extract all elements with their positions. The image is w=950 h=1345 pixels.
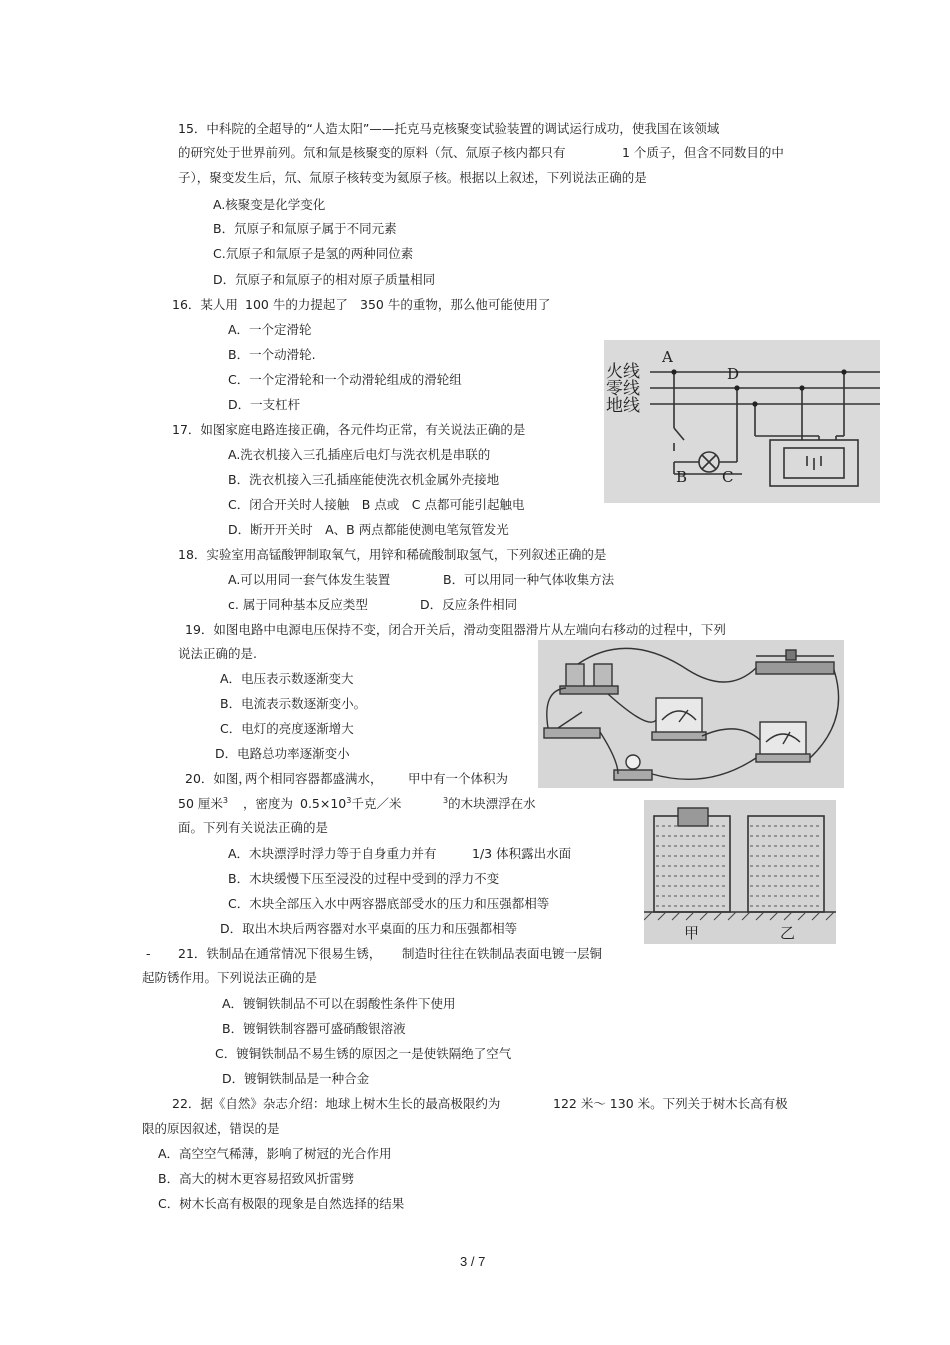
q20-stem-line1a: 20．如图，: [185, 771, 251, 786]
q17-option-a: A.洗衣机接入三孔插座后电灯与洗衣机是串联的: [228, 447, 491, 462]
q20-option-a-tail: 1/3 体积露出水面: [472, 846, 572, 861]
q17-option-d: D．断开开关时 A、B 两点都能使测电笔氖管发光: [228, 522, 509, 537]
q22-stem-line2: 限的原因叙述，错误的是: [142, 1121, 280, 1136]
point-b-label: B: [676, 468, 688, 486]
q18-option-a: A.可以用同一套气体发生装置: [228, 572, 391, 587]
q20-stem-line2b: ，密度为: [243, 796, 294, 811]
container-left-label: 甲: [684, 924, 700, 942]
household-circuit-figure: [604, 340, 880, 503]
q21-option-d: D．镀铜铁制品是一种合金: [222, 1071, 370, 1086]
q19-option-b: B．电流表示数逐渐变小。: [220, 696, 367, 711]
q16-option-c: C．一个定滑轮和一个动滑轮组成的滑轮组: [228, 372, 462, 387]
q22-stem-line1a: 22．据《自然》杂志介绍：地球上树木生长的最高极限约为: [172, 1096, 501, 1111]
q21-stem-line2: 起防锈作用。下列说法正确的是: [142, 970, 318, 985]
q22-option-c: C．树木长高有极限的现象是自然选择的结果: [158, 1196, 405, 1211]
q15-stem-line1: 15．中科院的全超导的“人造太阳”——托克马克核聚变试验装置的调试运行成功，使我国在该领域: [178, 121, 720, 136]
point-d-label: D: [727, 365, 740, 383]
q16-option-a: A．一个定滑轮: [228, 322, 312, 337]
q20-volume-exponent: 3: [222, 796, 228, 805]
household-circuit-diagram: [604, 340, 880, 503]
q20-stem-line3: 面。下列有关说法正确的是: [178, 820, 329, 835]
q16-option-b: B．一个动滑轮.: [228, 347, 316, 362]
q18-option-c: c. 属于同种基本反应类型: [228, 597, 368, 612]
q15-option-d: D．氘原子和氚原子的相对原子质量相同: [213, 272, 436, 287]
q20-unit-exponent: 3: [443, 796, 449, 805]
q18-option-b: B．可以用同一种气体收集方法: [443, 572, 615, 587]
q15-stem-line2a: 的研究处于世界前列。氘和氚是核聚变的原料（氘、氚原子核内都只有: [178, 145, 566, 160]
q17-option-b: B．洗衣机接入三孔插座能使洗衣机金属外壳接地: [228, 472, 500, 487]
wood-block: [678, 808, 708, 826]
q20-stem-line1b: 两个相同容器都盛满水，: [245, 771, 383, 786]
q19-option-d: D．电路总功率逐渐变小: [215, 746, 350, 761]
containers-illustration: [644, 800, 836, 944]
q21-option-b: B．镀铜铁制容器可盛硝酸银溶液: [222, 1021, 406, 1036]
q16-stem-b: 100 牛的力提起了: [245, 297, 348, 312]
q15-stem-line2b: 1 个质子，但含不同数目的中: [622, 145, 784, 160]
q17-stem: 17．如图家庭电路连接正确，各元件均正常，有关说法正确的是: [172, 422, 526, 437]
q20-stem-line2c: [300, 796, 401, 812]
page-number: 3 / 7: [460, 1254, 486, 1269]
q20-stem-line2a: [178, 796, 228, 812]
q16-stem-c: 350 牛的重物，那么他可能使用了: [360, 297, 551, 312]
q20-option-b: B．木块缓慢下压至浸没的过程中受到的浮力不变: [228, 871, 500, 886]
q20-stem-line2e-text: 的木块漂浮在水: [448, 796, 536, 811]
q15-option-c: C.氘原子和氚原子是氢的两种同位素: [213, 246, 414, 261]
circuit-apparatus-figure: [538, 640, 844, 788]
q19-stem-line2: 说法正确的是.: [178, 646, 257, 661]
q18-stem: 18．实验室用高锰酸钾制取氧气，用锌和稀硫酸制取氢气，下列叙述正确的是: [178, 547, 607, 562]
q20-option-d: D．取出木块后两容器对水平桌面的压力和压强都相等: [220, 921, 518, 936]
q21-option-a: A．镀铜铁制品不可以在弱酸性条件下使用: [222, 996, 456, 1011]
q20-option-c: C．木块全部压入水中两容器底部受水的压力和压强都相等: [228, 896, 550, 911]
point-c-label: C: [722, 468, 734, 486]
containers-figure: [644, 800, 836, 944]
q20-stem-line1c: 甲中有一个体积为: [408, 771, 509, 786]
point-a-label: A: [662, 348, 673, 366]
q15-option-a: A.核聚变是化学变化: [213, 197, 326, 212]
q20-density-exponent: 3: [346, 796, 352, 805]
q15-stem-line3: 子），聚变发生后，氘、氚原子核转变为氦原子核。根据以上叙述，下列说法正确的是: [178, 170, 647, 185]
q21-option-c: C．镀铜铁制品不易生锈的原因之一是使铁隔绝了空气: [215, 1046, 512, 1061]
q20-density-unit: 千克／米: [351, 796, 402, 811]
container-right-label: 乙: [780, 924, 796, 942]
q21-stem-line1b: 制造时往往在铁制品表面电镀一层铜: [402, 946, 603, 961]
q20-density: 0.5×10: [300, 796, 347, 811]
q20-stem-line2e: [443, 796, 536, 812]
q15-option-b: B．氘原子和氚原子属于不同元素: [213, 221, 397, 236]
circuit-apparatus-illustration: [538, 640, 844, 788]
q21-stem-line1a: 21．铁制品在通常情况下很易生锈，: [178, 946, 382, 961]
q19-option-a: A．电压表示数逐渐变大: [220, 671, 354, 686]
q20-option-a: A．木块漂浮时浮力等于自身重力并有: [228, 846, 437, 861]
margin-dash: -: [146, 946, 151, 961]
ground-wire-label: 地线: [606, 396, 640, 416]
neutral-wire-label: 零线: [606, 379, 640, 399]
q22-option-a: A．高空空气稀薄，影响了树冠的光合作用: [158, 1146, 392, 1161]
q22-option-b: B．高大的树木更容易招致风折雷劈: [158, 1171, 355, 1186]
live-wire-label: 火线: [606, 362, 640, 382]
q18-option-d: D．反应条件相同: [420, 597, 518, 612]
q16-option-d: D．一支杠杆: [228, 397, 301, 412]
q19-option-c: C．电灯的亮度逐渐增大: [220, 721, 354, 736]
q22-stem-line1b: 122 米～ 130 米。下列关于树木长高有极: [553, 1096, 788, 1111]
q19-stem-line1: 19．如图电路中电源电压保持不变，闭合开关后，滑动变阻器滑片从左端向右移动的过程中，下列: [185, 622, 726, 637]
q16-stem-a: 16．某人用: [172, 297, 238, 312]
q20-volume: 50 厘米: [178, 796, 223, 811]
q17-option-c: C．闭合开关时人接触 B 点或 C 点都可能引起触电: [228, 497, 525, 512]
